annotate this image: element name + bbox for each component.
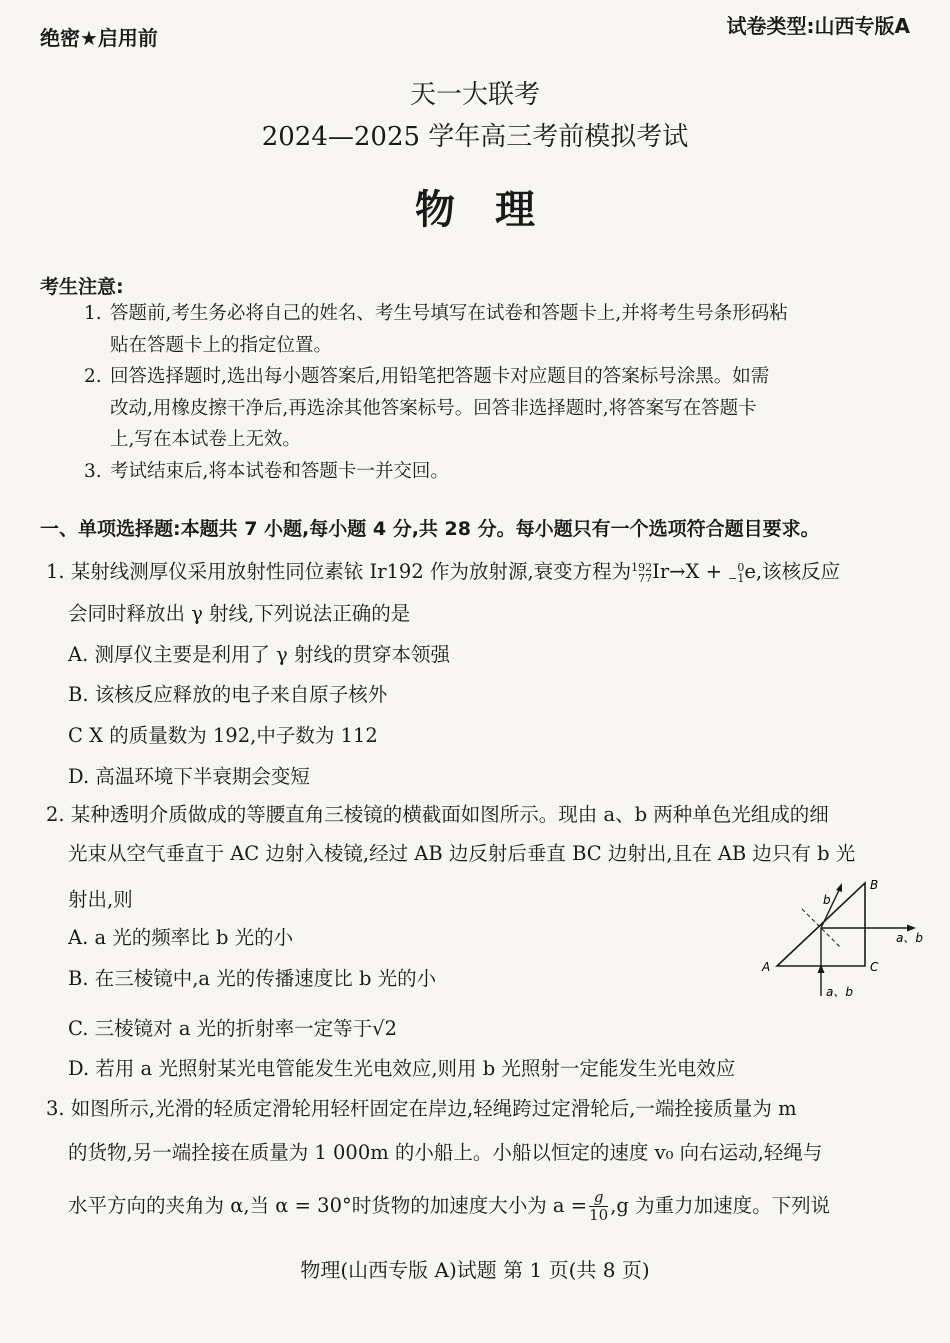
notice-item-2 [84, 361, 919, 456]
notice-line: 改动,用橡皮擦干净后,再选涂其他答案标号。回答非选择题时,将答案写在答题卡 [110, 397, 757, 419]
fraction-denominator: 10 [589, 1206, 609, 1224]
notice-item-number: 1. [84, 303, 102, 324]
notice-line: 答题前,考生务必将自己的姓名、考生号填写在试卷和答题卡上,并将考生号条形码粘 [110, 303, 788, 324]
exit-ray-label: a、b [896, 931, 923, 945]
notice-item-number: 3. [84, 461, 102, 482]
vertex-label-c: C [870, 960, 879, 974]
paper-type-label: 试卷类型:山西专版A [726, 14, 910, 38]
notice-item-3 [84, 456, 919, 488]
question-3-line-2: 的货物,另一端拴接在质量为 1 000m 的小船上。小船以恒定的速度 v₀ 向右运动,轻绳与 [68, 1141, 823, 1164]
electron-indices [728, 562, 744, 584]
question-2-option-a: A. a 光的频率比 b 光的小 [68, 926, 294, 949]
section-title-single-choice: 一、单项选择题:本题共 7 小题,每小题 4 分,共 28 分。每小题只有一个选项符合题目要求。 [40, 518, 820, 540]
ray-label-b: b [823, 893, 831, 907]
question-1-option-d: D. 高温环境下半衰期会变短 [68, 765, 310, 788]
electron-charge-number: −1 [728, 571, 745, 585]
notice-line: 贴在答题卡上的指定位置。 [110, 334, 333, 356]
notice-title: 考生注意: [40, 276, 124, 298]
question-3-line-1: 3. 如图所示,光滑的轻质定滑轮用轻杆固定在岸边,轻绳跨过定滑轮后,一端拴接质量为 m [46, 1097, 797, 1120]
question-2-line-3: 射出,则 [68, 888, 133, 911]
exam-title: 2024—2025 学年高三考前模拟考试 [261, 122, 689, 152]
incident-ray-label: a、b [826, 985, 853, 999]
nuclide-indices [631, 562, 652, 584]
question-1-line-2: 会同时释放出 γ 射线,下列说法正确的是 [68, 602, 411, 625]
question-2-line-1: 2. 某种透明介质做成的等腰直角三棱镜的横截面如图所示。现由 a、b 两种单色光组成的细 [46, 803, 829, 826]
question-1-option-c: C X 的质量数为 192,中子数为 112 [68, 724, 378, 747]
question-3-text-end: ,g 为重力加速度。下列说 [610, 1194, 831, 1217]
question-2-option-c: C. 三棱镜对 a 光的折射率一定等于√2 [68, 1017, 397, 1040]
atomic-number: 77 [638, 571, 653, 585]
fraction-numerator: g [589, 1189, 608, 1207]
prism-diagram [760, 870, 930, 1005]
notice-line: 考试结束后,将本试卷和答题卡一并交回。 [110, 461, 449, 482]
question-1-text: 1. 某射线测厚仪采用放射性同位素铱 Ir192 作为放射源,衰变方程为 [46, 560, 632, 583]
question-1-option-b: B. 该核反应释放的电子来自原子核外 [68, 683, 388, 706]
electron-mass-number: 0 [737, 560, 745, 574]
secret-label: 绝密★启用前 [40, 26, 158, 50]
notice-line: 上,写在本试卷上无效。 [110, 429, 301, 450]
exam-organizer: 天一大联考 [409, 80, 540, 110]
question-3-text: 水平方向的夹角为 α,当 α = 30°时货物的加速度大小为 a = [68, 1194, 588, 1217]
vertex-label-a: A [762, 960, 771, 974]
page-footer: 物理(山西专版 A)试题 第 1 页(共 8 页) [300, 1258, 650, 1282]
refracted-arrow [836, 883, 842, 892]
question-1-option-a: A. 测厚仪主要是利用了 γ 射线的贯穿本领强 [68, 643, 451, 666]
subject-title: 物理 [415, 186, 575, 233]
decay-equation: Ir→X + [652, 560, 729, 583]
electron-symbol: e [744, 560, 756, 583]
vertex-label-b: B [870, 878, 879, 892]
question-3-line-3 [68, 1186, 948, 1226]
acceleration-fraction [589, 1189, 608, 1224]
mass-number: 192 [631, 560, 653, 574]
question-1-text-end: ,该核反应 [755, 560, 841, 583]
question-1-line-1 [46, 552, 926, 592]
notice-item-number: 2. [84, 366, 102, 387]
question-2-option-b: B. 在三棱镜中,a 光的传播速度比 b 光的小 [68, 967, 437, 990]
notice-item-1 [84, 298, 919, 361]
question-2-option-d: D. 若用 a 光照射某光电管能发生光电效应,则用 b 光照射一定能发生光电效应 [68, 1057, 736, 1080]
notice-line: 回答选择题时,选出每小题答案后,用铅笔把答题卡对应题目的答案标号涂黑。如需 [110, 366, 770, 387]
question-2-line-2: 光束从空气垂直于 AC 边射入棱镜,经过 AB 边反射后垂直 BC 边射出,且在 AB 边只有 b 光 [68, 842, 856, 865]
